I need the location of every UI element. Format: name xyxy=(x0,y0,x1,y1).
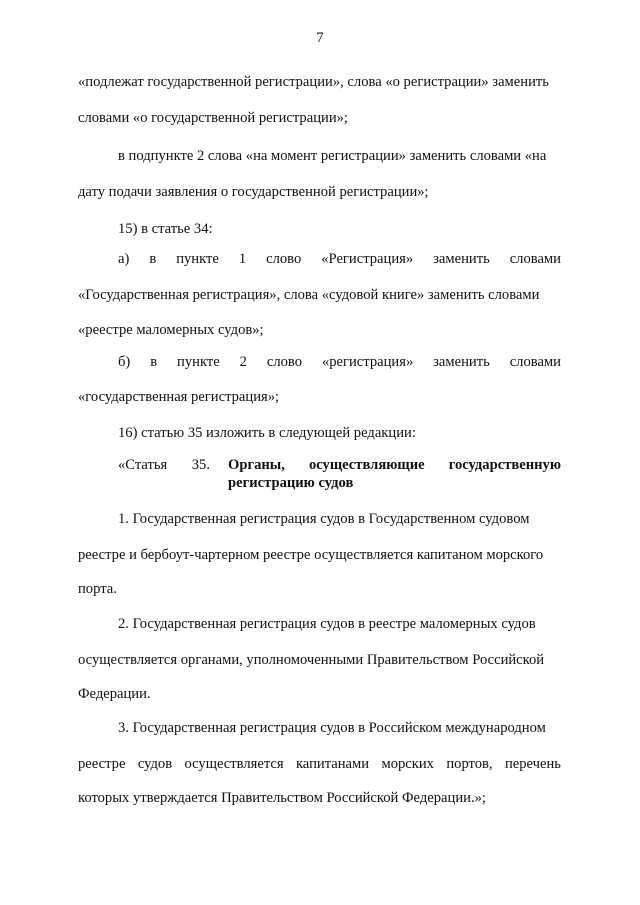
text-segment: словами «о государственной регистрации»; xyxy=(78,110,348,126)
text-line xyxy=(78,755,561,773)
text-line xyxy=(118,147,561,165)
text-segment: в подпункте 2 слова «на момент регистрации» заменить словами «на xyxy=(118,148,547,164)
text-segment: Федерации. xyxy=(78,686,151,702)
text-line xyxy=(78,388,279,406)
text-segment: дату подачи заявления о государственной регистрации»; xyxy=(78,184,429,200)
text-segment: 15) в статье 34: xyxy=(118,221,213,237)
text-segment: осуществляется xyxy=(184,756,284,772)
text-segment: 1 xyxy=(238,251,247,267)
text-line xyxy=(78,546,561,564)
article-title: Органы, осуществляющие государственную xyxy=(228,457,561,473)
page-number: 7 xyxy=(316,30,324,46)
text-line xyxy=(118,510,561,528)
text-segment: заменить xyxy=(433,354,490,370)
text-line xyxy=(78,651,561,669)
text-line xyxy=(118,719,561,737)
article-title-continued: регистрацию судов xyxy=(228,475,354,491)
text-line xyxy=(78,321,264,339)
text-segment: которых утверждается Правительством Российской Федерации.»; xyxy=(78,790,486,806)
text-segment: перечень xyxy=(504,756,561,772)
text-segment: «Государственная регистрация», слова «судовой книге» заменить словами xyxy=(78,287,540,303)
text-segment: портов, xyxy=(446,756,493,772)
text-segment: морских xyxy=(381,756,434,772)
text-segment: «подлежат государственной регистрации», слова «о регистрации» заменить xyxy=(78,74,549,90)
text-segment: «Регистрация» xyxy=(321,251,414,267)
text-segment: порта. xyxy=(78,581,117,597)
article-number: «Статья 35. xyxy=(118,457,210,473)
text-line xyxy=(78,286,561,304)
text-line xyxy=(78,685,151,703)
text-segment: реестре и бербоут-чартерном реестре осуществляется капитаном морского xyxy=(78,547,544,563)
text-segment: слово xyxy=(266,251,302,267)
text-segment: 1. Государственная регистрация судов в Государственном судовом xyxy=(118,511,530,527)
text-segment: в xyxy=(150,354,158,370)
text-segment: «государственная регистрация»; xyxy=(78,389,280,405)
text-line xyxy=(78,580,117,598)
text-segment: словами xyxy=(509,354,561,370)
text-segment: «регистрация» xyxy=(321,354,414,370)
text-line xyxy=(118,220,213,238)
text-segment: 2 xyxy=(239,354,247,370)
text-line xyxy=(118,250,561,268)
text-segment: 16) статью 35 изложить в следующей редакции: xyxy=(118,425,416,441)
text-line xyxy=(118,353,561,371)
text-line xyxy=(78,109,348,127)
text-segment: словами xyxy=(509,251,561,267)
text-segment: пункте xyxy=(176,251,219,267)
text-line xyxy=(78,183,429,201)
text-line xyxy=(118,424,416,442)
text-segment: осуществляется органами, уполномоченными Правительством Российской xyxy=(78,652,545,668)
text-segment: капитанами xyxy=(295,756,370,772)
text-segment: 3. Государственная регистрация судов в Российском международном xyxy=(118,720,546,736)
article-heading xyxy=(118,456,561,492)
text-line xyxy=(78,73,561,91)
text-segment: «реестре маломерных судов»; xyxy=(78,322,264,338)
text-segment: 2. Государственная регистрация судов в реестре маломерных судов xyxy=(118,616,536,632)
text-segment: а) xyxy=(118,251,130,267)
text-segment: пункте xyxy=(177,354,220,370)
text-segment: в xyxy=(149,251,157,267)
text-segment: реестре xyxy=(78,756,126,772)
text-line xyxy=(118,615,561,633)
text-segment: слово xyxy=(266,354,303,370)
text-segment: заменить xyxy=(433,251,490,267)
text-segment: б) xyxy=(118,354,131,370)
text-segment: судов xyxy=(137,756,173,772)
text-line xyxy=(78,789,486,807)
